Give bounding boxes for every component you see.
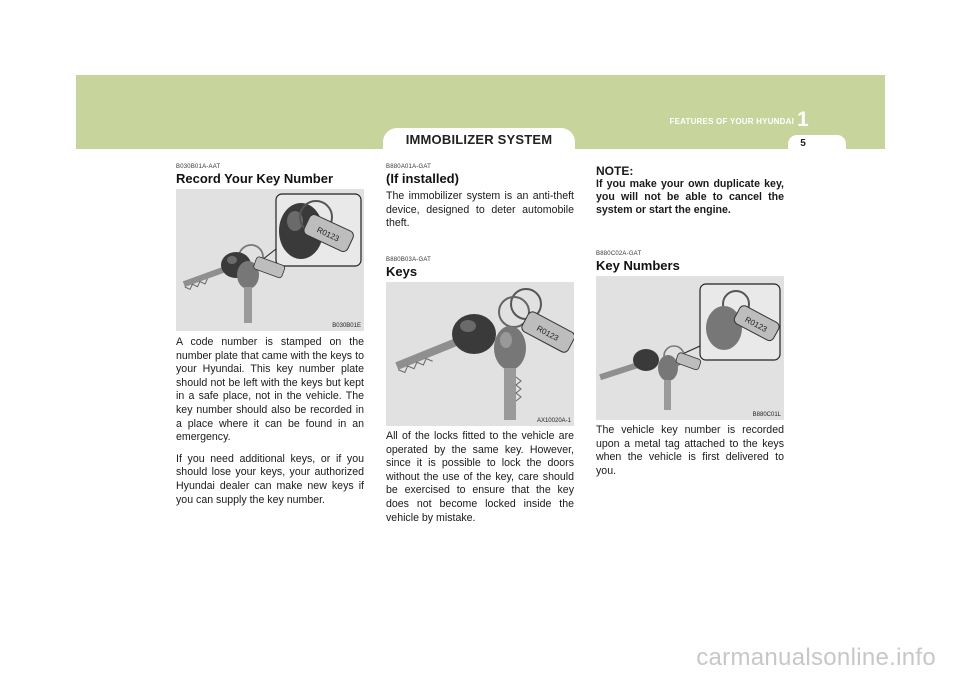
keys-illustration (176, 189, 364, 331)
section-code: B030B01A-AAT (176, 164, 221, 170)
section-code: B880A01A-GAT (386, 164, 431, 170)
paragraph: A code number is stamped on the number plate that came with the keys to your Hyundai. This key number plate should not be left with the keys but kept in a safe place, not in the vehicle. The key number should also be recorded in a place where it can be found in an emergency. (176, 336, 364, 444)
key-number-plate-figure (176, 189, 364, 331)
keys-illustration (386, 282, 574, 426)
page-number: 5 (800, 138, 806, 149)
note-title: NOTE: (596, 164, 634, 178)
paragraph: All of the locks fitted to the vehicle are operated by the same key. However, since it is possible to lock the doors without the use of the key, care should be exercised to ensure that the key does not become locked inside the vehicle by mistake. (386, 430, 574, 524)
section-heading: Key Numbers (596, 258, 680, 273)
keys-section (386, 257, 574, 279)
paragraph: The immobilizer system is an anti-theft device, designed to deter automobile theft. (386, 190, 574, 230)
tag-number: R0123 (743, 314, 769, 335)
section-code: B880C02A-GAT (596, 251, 642, 257)
watermark: carmanualsonline.info (696, 644, 936, 671)
record-key-number-body (176, 336, 364, 507)
section-heading: (If installed) (386, 171, 459, 186)
chapter-title: FEATURES OF YOUR HYUNDAI (669, 117, 794, 126)
keys-figure (386, 282, 574, 426)
key-numbers-figure (596, 276, 784, 420)
tag-number: R0123 (535, 323, 561, 343)
key-numbers-section (596, 251, 784, 273)
keys-body (386, 430, 574, 525)
figure-label: B880C01L (752, 412, 781, 418)
figure-label: AX10020A-1 (536, 418, 571, 424)
section-code: B880B03A-GAT (386, 257, 431, 263)
paragraph: If you need additional keys, or if you should lose your keys, your authorized Hyundai dealer can make new keys if you can supply the key number. (176, 452, 364, 506)
section-heading: Record Your Key Number (176, 171, 334, 186)
paragraph: The vehicle key number is recorded upon a metal tag attached to the keys when the vehicle is first delivered to you. (596, 424, 784, 477)
key-numbers-body (596, 424, 784, 478)
keys-illustration (596, 276, 784, 420)
note-text: If you make your own duplicate key, you will not be able to cancel the system or start the engine. (596, 178, 784, 217)
immobilizer-intro-section (386, 164, 574, 231)
record-key-number-section (176, 164, 364, 186)
section-heading: Keys (386, 264, 418, 279)
section-title: IMMOBILIZER SYSTEM (405, 132, 553, 147)
tag-number: R0123 (315, 225, 341, 244)
figure-label: B030B01E (332, 323, 361, 329)
note-section (596, 164, 784, 218)
chapter-number: 1 (797, 108, 809, 131)
